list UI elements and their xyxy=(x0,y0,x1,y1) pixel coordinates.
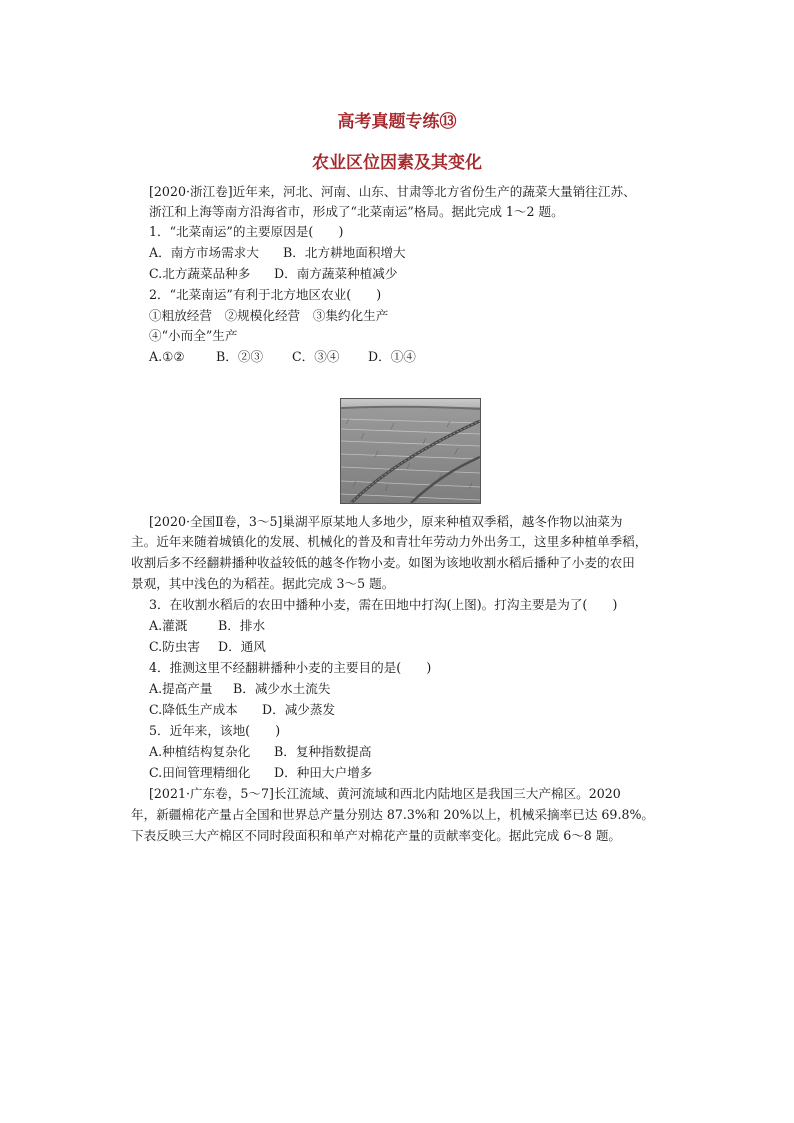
passage2-line: 收割后多不经翻耕播种收益较低的越冬作物小麦。如图为该地收割水稻后播种了小麦的农田 xyxy=(131,555,635,570)
question-3-stem: 3．在收割水稻后的农田中播种小麦，需在田地中打沟(上图)。打沟主要是为了( ) xyxy=(149,597,618,612)
question-5-stem: 5．近年来，该地( ) xyxy=(149,723,281,738)
q2-statements: ①粗放经营 ②规模化经营 ③集约化生产 xyxy=(149,308,389,323)
q2-statements: ④“小而全”生产 xyxy=(149,328,238,343)
page-subtitle: 农业区位因素及其变化 xyxy=(312,153,482,173)
q2-option-c: C．③④ xyxy=(292,349,340,364)
passage2-line: 主。近年来随着城镇化的发展、机械化的普及和青壮年劳动力外出务工，这里多种植单季稻， xyxy=(131,534,648,549)
q4-option-d: D．减少蒸发 xyxy=(262,702,336,717)
farmland-photo-icon xyxy=(341,399,480,503)
passage1-line: [2020·浙江卷]近年来，河北、河南、山东、甘肃等北方省份生产的蔬菜大量销往江苏、 xyxy=(149,184,636,199)
passage3-line: [2021·广东卷，5～7]长江流域、黄河流域和西北内陆地区是我国三大产棉区。2020 xyxy=(149,786,621,801)
q5-option-d: D．种田大户增多 xyxy=(274,765,373,780)
q1-option-c: C.北方蔬菜品种多 xyxy=(149,266,251,281)
q5-option-c: C.田间管理精细化 xyxy=(149,765,251,780)
passage3-line: 下表反映三大产棉区不同时段面积和单产对棉花产量的贡献率变化。据此完成 6～8 题。 xyxy=(131,828,622,843)
q3-option-d: D．通风 xyxy=(218,639,266,654)
passage1-line: 浙江和上海等南方沿海省市，形成了“北菜南运”格局。据此完成 1～2 题。 xyxy=(149,204,564,219)
q3-option-c: C.防虫害 xyxy=(149,639,200,654)
question-4-stem: 4．推测这里不经翻耕播种小麦的主要目的是( ) xyxy=(149,660,432,675)
q2-option-d: D．①④ xyxy=(368,349,416,364)
q4-option-a: A.提高产量 xyxy=(149,681,213,696)
q4-option-b: B．减少水土流失 xyxy=(233,681,331,696)
q4-option-c: C.降低生产成本 xyxy=(149,702,238,717)
passage3-line: 年，新疆棉花产量占全国和世界总产量分别达 87.3%和 20%以上，机械采摘率已达 69.8%。 xyxy=(131,807,655,822)
passage2-line: 景观，其中浅色的为稻茬。据此完成 3～5 题。 xyxy=(131,576,395,591)
q3-option-b: B．排水 xyxy=(218,618,266,633)
q1-option-b: B．北方耕地面积增大 xyxy=(283,245,406,260)
question-2-stem: 2．“北菜南运”有利于北方地区农业( ) xyxy=(149,287,382,302)
question-1-stem: 1．“北菜南运”的主要原因是( ) xyxy=(149,224,344,239)
q1-option-a: A．南方市场需求大 xyxy=(149,245,259,260)
q5-option-a: A.种植结构复杂化 xyxy=(149,744,251,759)
farmland-photo xyxy=(340,398,481,504)
passage2-line: [2020·全国Ⅱ卷，3～5]巢湖平原某地人多地少，原来种植双季稻，越冬作物以油菜为 xyxy=(149,514,623,529)
q1-option-d: D．南方蔬菜种植减少 xyxy=(274,266,398,281)
q2-option-b: B．②③ xyxy=(216,349,264,364)
q5-option-b: B．复种指数提高 xyxy=(274,744,372,759)
q2-option-a: A.①② xyxy=(149,349,185,364)
page-title: 高考真题专练⑬ xyxy=(337,112,457,132)
q3-option-a: A.灌溉 xyxy=(149,618,188,633)
